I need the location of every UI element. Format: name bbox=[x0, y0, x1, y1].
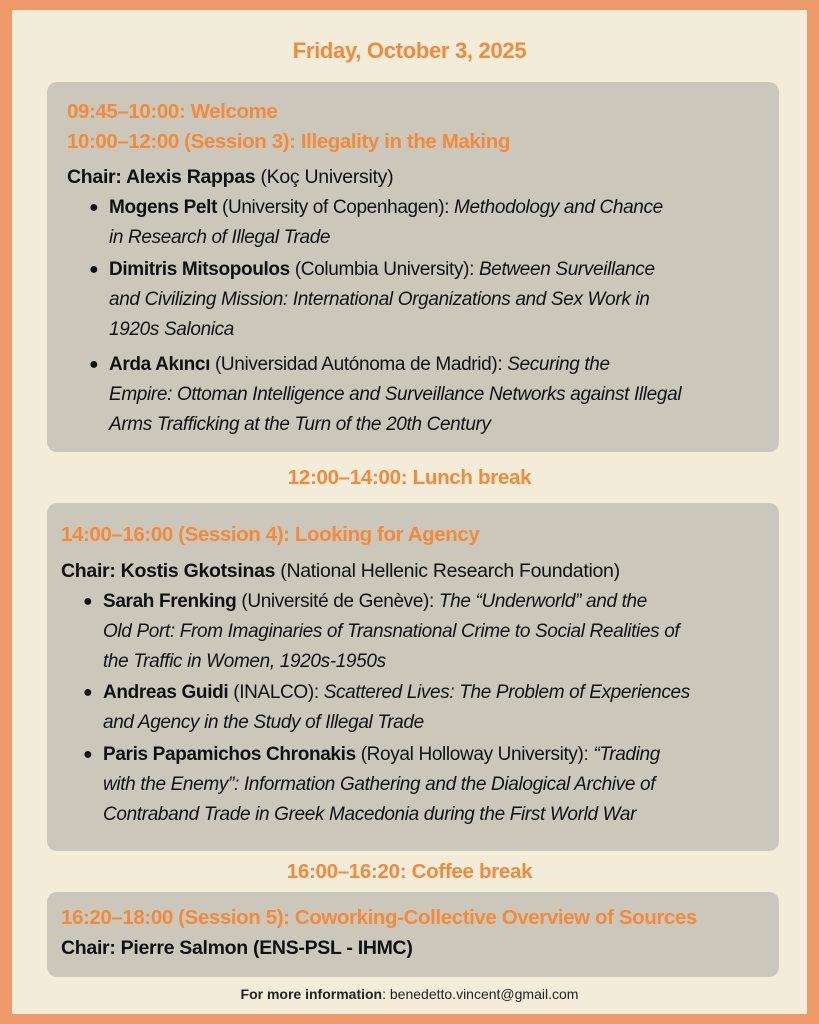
speaker-name: Dimitris Mitsopoulos bbox=[109, 259, 290, 280]
talk-item: ● Sarah Frenking (Université de Genève): The “Underworld” and the Old Port: From Imaginaries of Transnational Crime to Social Realities of the Traffic in Women, 1920s-1950s bbox=[83, 591, 680, 672]
chair-label: Chair: bbox=[61, 560, 121, 582]
footer-label: For more information bbox=[240, 986, 383, 1002]
talk-title: and Agency in the Study of Illegal Trade bbox=[103, 712, 424, 733]
talk-title: Scattered Lives: The Problem of Experiences bbox=[323, 682, 690, 703]
talk-item: ● Arda Akıncı (Universidad Autónoma de Madrid): Securing the Empire: Ottoman Intelligence and Surveillance Networks against Illegal Arms Trafficking at the Turn of the 20th Century bbox=[89, 354, 682, 435]
session-4-card bbox=[47, 503, 779, 851]
talk-title: Securing the bbox=[507, 354, 610, 375]
session-5-title: 16:20–18:00 (Session 5): Coworking-Collective Overview of Sources bbox=[61, 906, 697, 929]
talk-item: ● Dimitris Mitsopoulos (Columbia University): Between Surveillance and Civilizing Mission: International Organizations and Sex Work in 1920s Salonica bbox=[89, 259, 655, 340]
session-3-card bbox=[47, 82, 779, 452]
talk-title: Contraband Trade in Greek Macedonia during the First World War bbox=[103, 804, 637, 825]
session-3-title: 10:00–12:00 (Session 3): Illegality in the Making bbox=[67, 130, 510, 153]
footer-contact bbox=[12, 986, 807, 1002]
welcome-line: 09:45–10:00: Welcome bbox=[67, 100, 278, 123]
talk-title: Methodology and Chance bbox=[454, 197, 663, 218]
speaker-affiliation: (University of Copenhagen): bbox=[217, 197, 455, 218]
contact-email-link[interactable]: benedetto.vincent@gmail.com bbox=[389, 986, 579, 1002]
speaker-name: Mogens Pelt bbox=[109, 197, 218, 218]
session-3-chair bbox=[67, 166, 393, 189]
session-5-card bbox=[47, 892, 779, 977]
speaker-name: Sarah Frenking bbox=[103, 591, 237, 612]
speaker-affiliation: (Universidad Autónoma de Madrid): bbox=[210, 354, 508, 375]
chair-affiliation: (National Hellenic Research Foundation) bbox=[275, 560, 620, 582]
talk-title: 1920s Salonica bbox=[109, 319, 235, 340]
talk-item: ● Mogens Pelt (University of Copenhagen): Methodology and Chance in Research of Illegal Trade bbox=[89, 197, 663, 248]
talk-title: “Trading bbox=[593, 744, 660, 765]
talk-title: Arms Trafficking at the Turn of the 20th Century bbox=[109, 414, 491, 435]
talk-title: Empire: Ottoman Intelligence and Surveillance Networks against Illegal bbox=[109, 384, 682, 405]
talk-title: in Research of Illegal Trade bbox=[109, 227, 331, 248]
session-4-chair bbox=[61, 560, 620, 583]
speaker-name: Arda Akıncı bbox=[109, 354, 211, 375]
chair-label: Chair: bbox=[67, 166, 126, 188]
talk-title: The “Underworld” and the bbox=[438, 591, 647, 612]
speaker-affiliation: (INALCO): bbox=[228, 682, 324, 703]
talk-title: with the Enemy”: Information Gathering and the Dialogical Archive of bbox=[103, 774, 656, 795]
chair-name: Alexis Rappas bbox=[125, 166, 256, 188]
footer-separator: : bbox=[382, 986, 390, 1002]
talk-title: the Traffic in Women, 1920s-1950s bbox=[103, 651, 386, 672]
coffee-break: 16:00–16:20: Coffee break bbox=[286, 860, 533, 883]
lunch-break: 12:00–14:00: Lunch break bbox=[287, 466, 532, 489]
chair-name: Kostis Gkotsinas bbox=[120, 560, 276, 582]
speaker-affiliation: (Royal Holloway University): bbox=[355, 744, 594, 765]
talk-title: Between Surveillance bbox=[478, 259, 655, 280]
chair-affiliation: (Koç University) bbox=[255, 166, 394, 188]
talk-item: ● Paris Papamichos Chronakis (Royal Holloway University): “Trading with the Enemy”: Information Gathering and the Dialogical Archive of Contraband Trade in Greek Macedonia during the First World War bbox=[83, 744, 660, 825]
talk-title: and Civilizing Mission: International Organizations and Sex Work in bbox=[109, 289, 650, 310]
session-4-title: 14:00–16:00 (Session 4): Looking for Agency bbox=[61, 523, 480, 546]
speaker-affiliation: (Université de Genève): bbox=[236, 591, 439, 612]
speaker-affiliation: (Columbia University): bbox=[289, 259, 479, 280]
talk-title: Old Port: From Imaginaries of Transnational Crime to Social Realities of bbox=[103, 621, 680, 642]
program-page bbox=[12, 10, 807, 1014]
date-heading: Friday, October 3, 2025 bbox=[292, 38, 527, 63]
speaker-name: Andreas Guidi bbox=[103, 682, 229, 703]
talk-item: ● Andreas Guidi (INALCO): Scattered Lives: The Problem of Experiences and Agency in the Study of Illegal Trade bbox=[83, 682, 690, 733]
speaker-name: Paris Papamichos Chronakis bbox=[103, 744, 356, 765]
session-5-chair: Chair: Pierre Salmon (ENS-PSL - IHMC) bbox=[61, 937, 413, 959]
